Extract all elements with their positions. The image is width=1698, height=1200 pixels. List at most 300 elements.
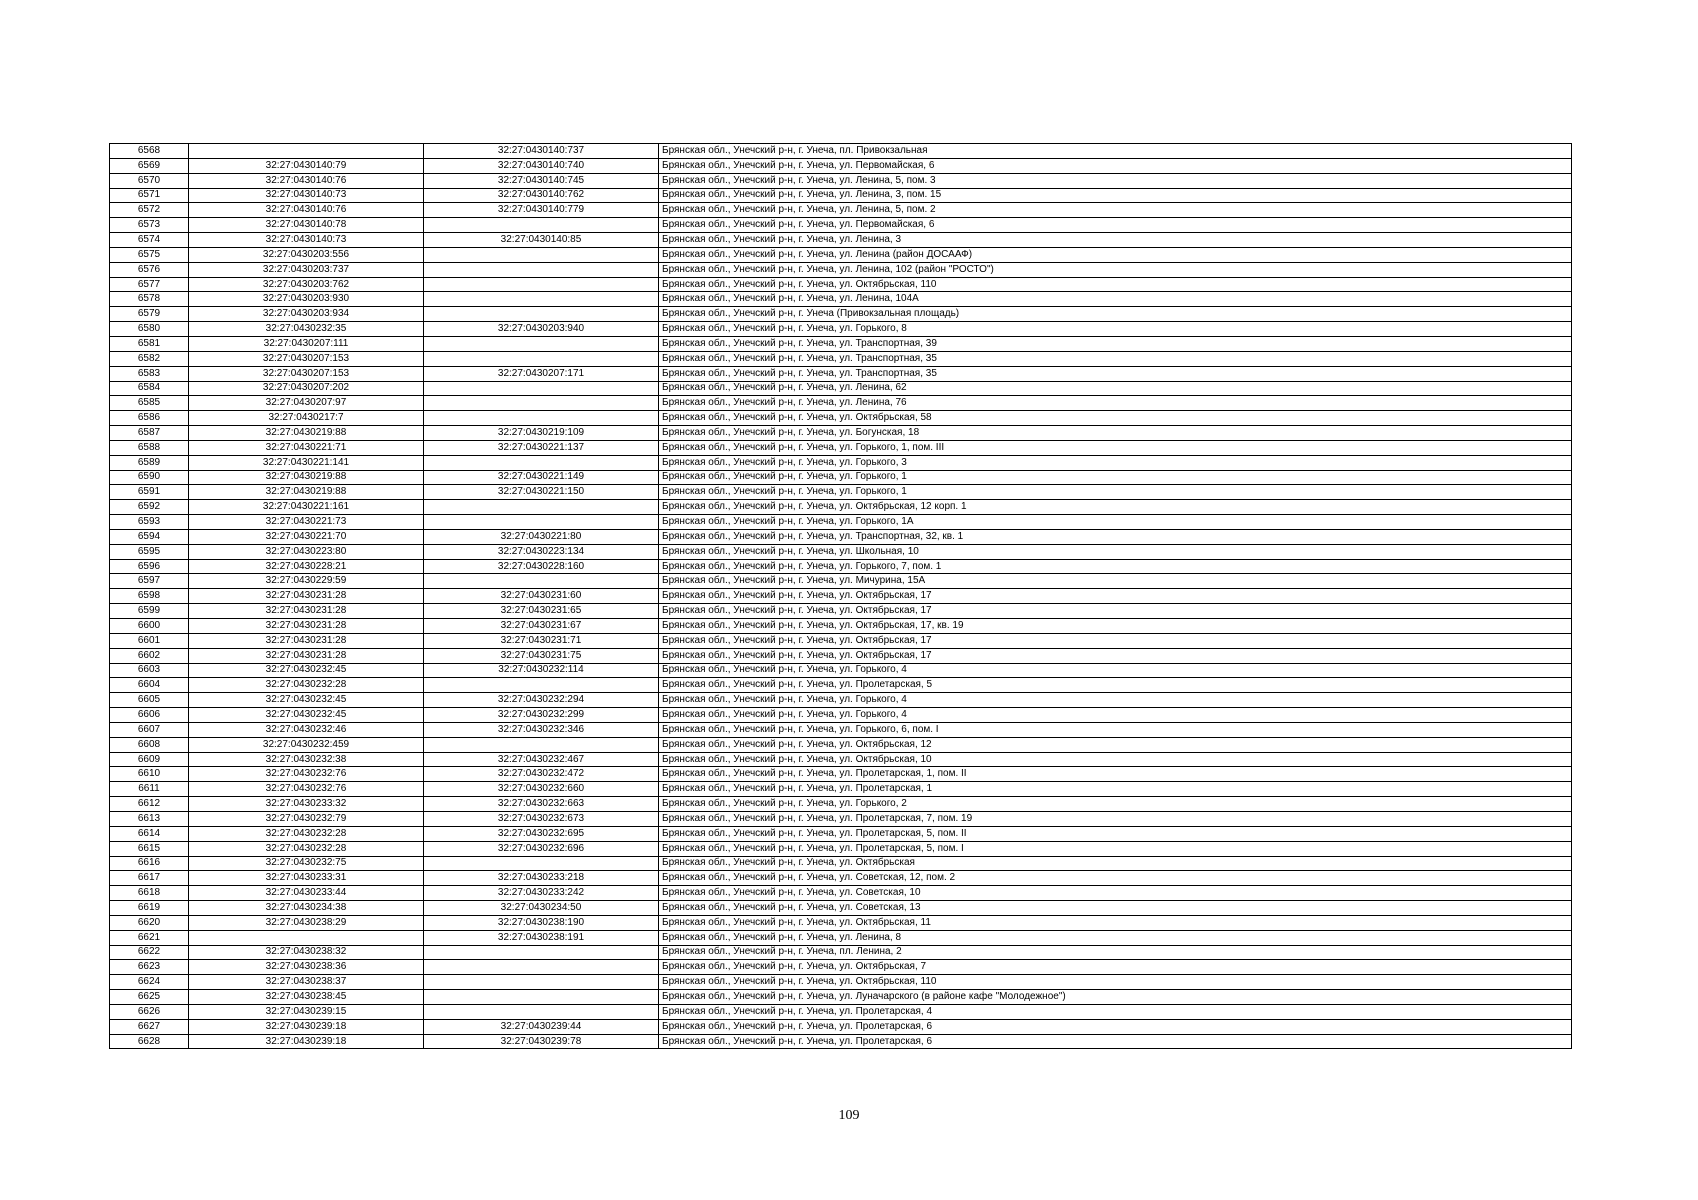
table-row	[110, 930, 1572, 945]
parent-cadastral-number-cell: 32:27:0430228:21	[189, 559, 424, 574]
table-row	[110, 188, 1572, 203]
address-cell: Брянская обл., Унечский р-н, г. Унеча, ул. Мичурина, 15А	[659, 574, 1572, 589]
parent-cadastral-number-cell: 32:27:0430223:80	[189, 544, 424, 559]
address-cell: Брянская обл., Унечский р-н, г. Унеча, ул. Транспортная, 32, кв. 1	[659, 529, 1572, 544]
row-number-cell: 6583	[110, 366, 189, 381]
cadastral-number-cell: 32:27:0430231:67	[424, 619, 659, 634]
row-number-cell: 6612	[110, 797, 189, 812]
parent-cadastral-number-cell: 32:27:0430239:18	[189, 1034, 424, 1049]
parent-cadastral-number-cell: 32:27:0430233:31	[189, 871, 424, 886]
cadastral-number-cell: 32:27:0430234:50	[424, 901, 659, 916]
cadastral-number-cell: 32:27:0430140:737	[424, 144, 659, 159]
table-row	[110, 1019, 1572, 1034]
cadastral-number-cell: 32:27:0430223:134	[424, 544, 659, 559]
table-row	[110, 366, 1572, 381]
row-number-cell: 6615	[110, 841, 189, 856]
address-cell: Брянская обл., Унечский р-н, г. Унеча, ул. Пролетарская, 4	[659, 1004, 1572, 1019]
parent-cadastral-number-cell: 32:27:0430140:73	[189, 188, 424, 203]
parent-cadastral-number-cell: 32:27:0430232:28	[189, 826, 424, 841]
table-row	[110, 708, 1572, 723]
table-row	[110, 203, 1572, 218]
address-cell: Брянская обл., Унечский р-н, г. Унеча, ул. Горького, 8	[659, 322, 1572, 337]
address-cell: Брянская обл., Унечский р-н, г. Унеча, пл. Привокзальная	[659, 144, 1572, 159]
cadastral-number-cell	[424, 292, 659, 307]
cadastral-number-cell: 32:27:0430232:346	[424, 722, 659, 737]
address-cell: Брянская обл., Унечский р-н, г. Унеча, ул. Горького, 4	[659, 708, 1572, 723]
cadastral-number-cell: 32:27:0430140:745	[424, 173, 659, 188]
table-row	[110, 722, 1572, 737]
cadastral-number-cell: 32:27:0430232:663	[424, 797, 659, 812]
table-row	[110, 351, 1572, 366]
row-number-cell: 6578	[110, 292, 189, 307]
cadastral-number-cell	[424, 1004, 659, 1019]
address-cell: Брянская обл., Унечский р-н, г. Унеча, ул. Ленина, 102 (район "РОСТО")	[659, 262, 1572, 277]
parent-cadastral-number-cell: 32:27:0430231:28	[189, 648, 424, 663]
row-number-cell: 6593	[110, 515, 189, 530]
table-row	[110, 544, 1572, 559]
parent-cadastral-number-cell: 32:27:0430232:46	[189, 722, 424, 737]
parent-cadastral-number-cell: 32:27:0430203:762	[189, 277, 424, 292]
row-number-cell: 6590	[110, 470, 189, 485]
row-number-cell: 6586	[110, 411, 189, 426]
cadastral-number-cell	[424, 396, 659, 411]
row-number-cell: 6604	[110, 678, 189, 693]
cadastral-number-cell: 32:27:0430231:75	[424, 648, 659, 663]
row-number-cell: 6606	[110, 708, 189, 723]
table-row	[110, 455, 1572, 470]
address-cell: Брянская обл., Унечский р-н, г. Унеча, ул. Ленина, 104А	[659, 292, 1572, 307]
parent-cadastral-number-cell	[189, 144, 424, 159]
cadastral-number-cell: 32:27:0430219:109	[424, 426, 659, 441]
cadastral-number-cell	[424, 336, 659, 351]
cadastral-number-cell: 32:27:0430231:71	[424, 633, 659, 648]
parent-cadastral-number-cell: 32:27:0430239:18	[189, 1019, 424, 1034]
table-row	[110, 663, 1572, 678]
cadastral-number-cell	[424, 737, 659, 752]
parent-cadastral-number-cell: 32:27:0430207:202	[189, 381, 424, 396]
parent-cadastral-number-cell	[189, 930, 424, 945]
parent-cadastral-number-cell: 32:27:0430232:35	[189, 322, 424, 337]
cadastral-number-cell: 32:27:0430228:160	[424, 559, 659, 574]
cadastral-number-cell	[424, 515, 659, 530]
cadastral-number-cell: 32:27:0430232:696	[424, 841, 659, 856]
cadastral-number-cell	[424, 678, 659, 693]
address-cell: Брянская обл., Унечский р-н, г. Унеча, ул. Пролетарская, 1	[659, 782, 1572, 797]
cadastral-number-cell: 32:27:0430221:137	[424, 440, 659, 455]
row-number-cell: 6592	[110, 500, 189, 515]
table-row	[110, 841, 1572, 856]
cadastral-number-cell	[424, 455, 659, 470]
parent-cadastral-number-cell: 32:27:0430221:70	[189, 529, 424, 544]
table-row	[110, 648, 1572, 663]
parent-cadastral-number-cell: 32:27:0430233:32	[189, 797, 424, 812]
parent-cadastral-number-cell: 32:27:0430140:78	[189, 218, 424, 233]
parent-cadastral-number-cell: 32:27:0430232:76	[189, 782, 424, 797]
row-number-cell: 6618	[110, 886, 189, 901]
row-number-cell: 6628	[110, 1034, 189, 1049]
parent-cadastral-number-cell: 32:27:0430232:28	[189, 841, 424, 856]
cadastral-number-cell: 32:27:0430221:150	[424, 485, 659, 500]
table-row	[110, 737, 1572, 752]
address-cell: Брянская обл., Унечский р-н, г. Унеча, ул. Горького, 4	[659, 663, 1572, 678]
cadastral-number-cell: 32:27:0430239:78	[424, 1034, 659, 1049]
row-number-cell: 6572	[110, 203, 189, 218]
table-row	[110, 633, 1572, 648]
parent-cadastral-number-cell: 32:27:0430219:88	[189, 426, 424, 441]
address-cell: Брянская обл., Унечский р-н, г. Унеча, ул. Октябрьская, 12	[659, 737, 1572, 752]
table-row	[110, 485, 1572, 500]
parent-cadastral-number-cell: 32:27:0430140:73	[189, 233, 424, 248]
address-cell: Брянская обл., Унечский р-н, г. Унеча, ул. Ленина, 5, пом. 3	[659, 173, 1572, 188]
cadastral-number-cell: 32:27:0430140:85	[424, 233, 659, 248]
cadastral-number-cell	[424, 500, 659, 515]
row-number-cell: 6587	[110, 426, 189, 441]
address-cell: Брянская обл., Унечский р-н, г. Унеча, ул. Горького, 1	[659, 485, 1572, 500]
row-number-cell: 6568	[110, 144, 189, 159]
parent-cadastral-number-cell: 32:27:0430203:934	[189, 307, 424, 322]
table-row	[110, 901, 1572, 916]
table-row	[110, 336, 1572, 351]
table-row	[110, 693, 1572, 708]
table-row	[110, 307, 1572, 322]
row-number-cell: 6617	[110, 871, 189, 886]
parent-cadastral-number-cell: 32:27:0430203:737	[189, 262, 424, 277]
row-number-cell: 6577	[110, 277, 189, 292]
cadastral-number-cell: 32:27:0430207:171	[424, 366, 659, 381]
address-cell: Брянская обл., Унечский р-н, г. Унеча, ул. Октябрьская, 110	[659, 975, 1572, 990]
page-number: 109	[838, 1108, 860, 1123]
row-number-cell: 6591	[110, 485, 189, 500]
cadastral-number-cell	[424, 218, 659, 233]
table-row	[110, 797, 1572, 812]
table-row	[110, 767, 1572, 782]
parent-cadastral-number-cell: 32:27:0430232:45	[189, 693, 424, 708]
row-number-cell: 6575	[110, 247, 189, 262]
table-row	[110, 990, 1572, 1005]
parent-cadastral-number-cell: 32:27:0430232:45	[189, 708, 424, 723]
row-number-cell: 6573	[110, 218, 189, 233]
row-number-cell: 6569	[110, 158, 189, 173]
parent-cadastral-number-cell: 32:27:0430221:161	[189, 500, 424, 515]
address-cell: Брянская обл., Унечский р-н, г. Унеча, ул. Октябрьская, 110	[659, 277, 1572, 292]
row-number-cell: 6585	[110, 396, 189, 411]
address-cell: Брянская обл., Унечский р-н, г. Унеча, ул. Ленина, 8	[659, 930, 1572, 945]
row-number-cell: 6621	[110, 930, 189, 945]
table-row	[110, 262, 1572, 277]
parent-cadastral-number-cell: 32:27:0430217:7	[189, 411, 424, 426]
table-row	[110, 247, 1572, 262]
row-number-cell: 6616	[110, 856, 189, 871]
cadastral-number-cell: 32:27:0430140:779	[424, 203, 659, 218]
address-cell: Брянская обл., Унечский р-н, г. Унеча, ул. Пролетарская, 7, пом. 19	[659, 811, 1572, 826]
cadastral-number-cell	[424, 381, 659, 396]
table-row	[110, 604, 1572, 619]
cadastral-number-cell: 32:27:0430232:467	[424, 752, 659, 767]
parent-cadastral-number-cell: 32:27:0430238:37	[189, 975, 424, 990]
cadastral-number-cell: 32:27:0430233:218	[424, 871, 659, 886]
cadastral-number-cell	[424, 277, 659, 292]
parent-cadastral-number-cell: 32:27:0430140:79	[189, 158, 424, 173]
parent-cadastral-number-cell: 32:27:0430219:88	[189, 485, 424, 500]
row-number-cell: 6619	[110, 901, 189, 916]
cadastral-number-cell	[424, 990, 659, 1005]
row-number-cell: 6596	[110, 559, 189, 574]
address-cell: Брянская обл., Унечский р-н, г. Унеча, ул. Транспортная, 35	[659, 351, 1572, 366]
parent-cadastral-number-cell: 32:27:0430219:88	[189, 470, 424, 485]
row-number-cell: 6570	[110, 173, 189, 188]
cadastral-number-cell: 32:27:0430232:472	[424, 767, 659, 782]
address-cell: Брянская обл., Унечский р-н, г. Унеча (Привокзальная площадь)	[659, 307, 1572, 322]
parent-cadastral-number-cell: 32:27:0430232:79	[189, 811, 424, 826]
row-number-cell: 6608	[110, 737, 189, 752]
table-row	[110, 173, 1572, 188]
row-number-cell: 6609	[110, 752, 189, 767]
address-cell: Брянская обл., Унечский р-н, г. Унеча, ул. Первомайская, 6	[659, 158, 1572, 173]
address-cell: Брянская обл., Унечский р-н, г. Унеча, ул. Школьная, 10	[659, 544, 1572, 559]
cadastral-number-cell: 32:27:0430232:673	[424, 811, 659, 826]
parent-cadastral-number-cell: 32:27:0430231:28	[189, 589, 424, 604]
table-row	[110, 559, 1572, 574]
parent-cadastral-number-cell: 32:27:0430233:44	[189, 886, 424, 901]
row-number-cell: 6597	[110, 574, 189, 589]
table-row	[110, 144, 1572, 159]
address-cell: Брянская обл., Унечский р-н, г. Унеча, ул. Первомайская, 6	[659, 218, 1572, 233]
address-cell: Брянская обл., Унечский р-н, г. Унеча, ул. Богунская, 18	[659, 426, 1572, 441]
address-cell: Брянская обл., Унечский р-н, г. Унеча, ул. Пролетарская, 6	[659, 1034, 1572, 1049]
cadastral-number-cell	[424, 574, 659, 589]
parent-cadastral-number-cell: 32:27:0430234:38	[189, 901, 424, 916]
address-cell: Брянская обл., Унечский р-н, г. Унеча, ул. Горького, 3	[659, 455, 1572, 470]
table-row	[110, 292, 1572, 307]
address-cell: Брянская обл., Унечский р-н, г. Унеча, ул. Пролетарская, 1, пом. II	[659, 767, 1572, 782]
address-cell: Брянская обл., Унечский р-н, г. Унеча, ул. Пролетарская, 5, пом. I	[659, 841, 1572, 856]
table-row	[110, 752, 1572, 767]
table-row	[110, 811, 1572, 826]
row-number-cell: 6625	[110, 990, 189, 1005]
table-row	[110, 1034, 1572, 1049]
parent-cadastral-number-cell: 32:27:0430238:32	[189, 945, 424, 960]
table-row	[110, 440, 1572, 455]
row-number-cell: 6601	[110, 633, 189, 648]
table-row	[110, 500, 1572, 515]
address-cell: Брянская обл., Унечский р-н, г. Унеча, ул. Горького, 4	[659, 693, 1572, 708]
table-row	[110, 574, 1572, 589]
cadastral-number-cell: 32:27:0430232:299	[424, 708, 659, 723]
cadastral-number-cell	[424, 351, 659, 366]
table-row	[110, 945, 1572, 960]
row-number-cell: 6614	[110, 826, 189, 841]
parent-cadastral-number-cell: 32:27:0430232:45	[189, 663, 424, 678]
parent-cadastral-number-cell: 32:27:0430203:556	[189, 247, 424, 262]
cadastral-number-cell	[424, 975, 659, 990]
row-number-cell: 6598	[110, 589, 189, 604]
cadastral-number-cell	[424, 262, 659, 277]
cadastral-number-cell: 32:27:0430140:762	[424, 188, 659, 203]
cadastral-number-cell: 32:27:0430203:940	[424, 322, 659, 337]
table-row	[110, 871, 1572, 886]
cadastral-number-cell	[424, 411, 659, 426]
address-cell: Брянская обл., Унечский р-н, г. Унеча, ул. Транспортная, 35	[659, 366, 1572, 381]
row-number-cell: 6622	[110, 945, 189, 960]
parent-cadastral-number-cell: 32:27:0430207:153	[189, 351, 424, 366]
address-cell: Брянская обл., Унечский р-н, г. Унеча, ул. Октябрьская, 17	[659, 604, 1572, 619]
parent-cadastral-number-cell: 32:27:0430231:28	[189, 633, 424, 648]
row-number-cell: 6595	[110, 544, 189, 559]
row-number-cell: 6624	[110, 975, 189, 990]
cadastral-number-cell	[424, 945, 659, 960]
address-cell: Брянская обл., Унечский р-н, г. Унеча, ул. Горького, 7, пом. 1	[659, 559, 1572, 574]
row-number-cell: 6607	[110, 722, 189, 737]
row-number-cell: 6582	[110, 351, 189, 366]
table-row	[110, 975, 1572, 990]
cadastral-number-cell	[424, 247, 659, 262]
row-number-cell: 6611	[110, 782, 189, 797]
row-number-cell: 6620	[110, 915, 189, 930]
row-number-cell: 6613	[110, 811, 189, 826]
parent-cadastral-number-cell: 32:27:0430238:45	[189, 990, 424, 1005]
table-row	[110, 515, 1572, 530]
cadastral-number-cell: 32:27:0430231:65	[424, 604, 659, 619]
address-cell: Брянская обл., Унечский р-н, г. Унеча, пл. Ленина, 2	[659, 945, 1572, 960]
table-row	[110, 826, 1572, 841]
table-row	[110, 426, 1572, 441]
parent-cadastral-number-cell: 32:27:0430239:15	[189, 1004, 424, 1019]
table-row	[110, 782, 1572, 797]
address-cell: Брянская обл., Унечский р-н, г. Унеча, ул. Пролетарская, 5, пом. II	[659, 826, 1572, 841]
table-row	[110, 218, 1572, 233]
table-row	[110, 960, 1572, 975]
parent-cadastral-number-cell: 32:27:0430238:29	[189, 915, 424, 930]
parent-cadastral-number-cell: 32:27:0430232:459	[189, 737, 424, 752]
parent-cadastral-number-cell: 32:27:0430232:38	[189, 752, 424, 767]
address-cell: Брянская обл., Унечский р-н, г. Унеча, ул. Октябрьская, 12 корп. 1	[659, 500, 1572, 515]
address-cell: Брянская обл., Унечский р-н, г. Унеча, ул. Октябрьская, 17	[659, 633, 1572, 648]
table-row	[110, 470, 1572, 485]
table-row	[110, 1004, 1572, 1019]
table-row	[110, 915, 1572, 930]
table-row	[110, 396, 1572, 411]
cadastral-number-cell: 32:27:0430238:191	[424, 930, 659, 945]
address-cell: Брянская обл., Унечский р-н, г. Унеча, ул. Советская, 10	[659, 886, 1572, 901]
address-cell: Брянская обл., Унечский р-н, г. Унеча, ул. Октябрьская, 17	[659, 648, 1572, 663]
row-number-cell: 6600	[110, 619, 189, 634]
address-cell: Брянская обл., Унечский р-н, г. Унеча, ул. Пролетарская, 5	[659, 678, 1572, 693]
row-number-cell: 6589	[110, 455, 189, 470]
cadastral-number-cell: 32:27:0430221:149	[424, 470, 659, 485]
table-row	[110, 381, 1572, 396]
address-cell: Брянская обл., Унечский р-н, г. Унеча, ул. Ленина, 5, пом. 2	[659, 203, 1572, 218]
table-row	[110, 856, 1572, 871]
parent-cadastral-number-cell: 32:27:0430238:36	[189, 960, 424, 975]
address-cell: Брянская обл., Унечский р-н, г. Унеча, ул. Горького, 1	[659, 470, 1572, 485]
parent-cadastral-number-cell: 32:27:0430232:75	[189, 856, 424, 871]
row-number-cell: 6588	[110, 440, 189, 455]
parent-cadastral-number-cell: 32:27:0430221:141	[189, 455, 424, 470]
registry-table-body	[110, 144, 1572, 1049]
parent-cadastral-number-cell: 32:27:0430231:28	[189, 619, 424, 634]
table-row	[110, 322, 1572, 337]
parent-cadastral-number-cell: 32:27:0430229:59	[189, 574, 424, 589]
parent-cadastral-number-cell: 32:27:0430221:73	[189, 515, 424, 530]
row-number-cell: 6576	[110, 262, 189, 277]
cadastral-number-cell: 32:27:0430232:114	[424, 663, 659, 678]
cadastral-number-cell	[424, 307, 659, 322]
cadastral-number-cell	[424, 856, 659, 871]
address-cell: Брянская обл., Унечский р-н, г. Унеча, ул. Горького, 2	[659, 797, 1572, 812]
row-number-cell: 6579	[110, 307, 189, 322]
table-row	[110, 619, 1572, 634]
address-cell: Брянская обл., Унечский р-н, г. Унеча, ул. Октябрьская, 17, кв. 19	[659, 619, 1572, 634]
parent-cadastral-number-cell: 32:27:0430221:71	[189, 440, 424, 455]
cadastral-number-cell: 32:27:0430221:80	[424, 529, 659, 544]
parent-cadastral-number-cell: 32:27:0430232:28	[189, 678, 424, 693]
address-cell: Брянская обл., Унечский р-н, г. Унеча, ул. Ленина (район ДОСААФ)	[659, 247, 1572, 262]
table-row	[110, 233, 1572, 248]
row-number-cell: 6603	[110, 663, 189, 678]
parent-cadastral-number-cell: 32:27:0430232:76	[189, 767, 424, 782]
address-cell: Брянская обл., Унечский р-н, г. Унеча, ул. Октябрьская, 58	[659, 411, 1572, 426]
table-row	[110, 678, 1572, 693]
cadastral-number-cell	[424, 960, 659, 975]
table-row	[110, 529, 1572, 544]
registry-table	[109, 143, 1572, 1049]
table-row	[110, 589, 1572, 604]
address-cell: Брянская обл., Унечский р-н, г. Унеча, ул. Горького, 1А	[659, 515, 1572, 530]
table-row	[110, 411, 1572, 426]
table-row	[110, 886, 1572, 901]
address-cell: Брянская обл., Унечский р-н, г. Унеча, ул. Ленина, 3, пом. 15	[659, 188, 1572, 203]
row-number-cell: 6581	[110, 336, 189, 351]
cadastral-number-cell: 32:27:0430233:242	[424, 886, 659, 901]
row-number-cell: 6602	[110, 648, 189, 663]
table-row	[110, 277, 1572, 292]
row-number-cell: 6580	[110, 322, 189, 337]
address-cell: Брянская обл., Унечский р-н, г. Унеча, ул. Луначарского (в районе кафе "Молодежное")	[659, 990, 1572, 1005]
parent-cadastral-number-cell: 32:27:0430203:930	[189, 292, 424, 307]
address-cell: Брянская обл., Унечский р-н, г. Унеча, ул. Октябрьская, 17	[659, 589, 1572, 604]
cadastral-number-cell: 32:27:0430231:60	[424, 589, 659, 604]
address-cell: Брянская обл., Унечский р-н, г. Унеча, ул. Ленина, 3	[659, 233, 1572, 248]
row-number-cell: 6584	[110, 381, 189, 396]
parent-cadastral-number-cell: 32:27:0430207:111	[189, 336, 424, 351]
row-number-cell: 6599	[110, 604, 189, 619]
parent-cadastral-number-cell: 32:27:0430207:153	[189, 366, 424, 381]
address-cell: Брянская обл., Унечский р-н, г. Унеча, ул. Горького, 1, пом. III	[659, 440, 1572, 455]
address-cell: Брянская обл., Унечский р-н, г. Унеча, ул. Октябрьская, 7	[659, 960, 1572, 975]
parent-cadastral-number-cell: 32:27:0430231:28	[189, 604, 424, 619]
cadastral-number-cell: 32:27:0430238:190	[424, 915, 659, 930]
row-number-cell: 6594	[110, 529, 189, 544]
row-number-cell: 6574	[110, 233, 189, 248]
address-cell: Брянская обл., Унечский р-н, г. Унеча, ул. Октябрьская, 10	[659, 752, 1572, 767]
row-number-cell: 6626	[110, 1004, 189, 1019]
cadastral-number-cell: 32:27:0430140:740	[424, 158, 659, 173]
address-cell: Брянская обл., Унечский р-н, г. Унеча, ул. Октябрьская, 11	[659, 915, 1572, 930]
cadastral-number-cell: 32:27:0430239:44	[424, 1019, 659, 1034]
cadastral-number-cell: 32:27:0430232:695	[424, 826, 659, 841]
address-cell: Брянская обл., Унечский р-н, г. Унеча, ул. Советская, 12, пом. 2	[659, 871, 1572, 886]
cadastral-number-cell: 32:27:0430232:660	[424, 782, 659, 797]
cadastral-number-cell: 32:27:0430232:294	[424, 693, 659, 708]
parent-cadastral-number-cell: 32:27:0430207:97	[189, 396, 424, 411]
address-cell: Брянская обл., Унечский р-н, г. Унеча, ул. Транспортная, 39	[659, 336, 1572, 351]
address-cell: Брянская обл., Унечский р-н, г. Унеча, ул. Пролетарская, 6	[659, 1019, 1572, 1034]
address-cell: Брянская обл., Унечский р-н, г. Унеча, ул. Ленина, 76	[659, 396, 1572, 411]
row-number-cell: 6571	[110, 188, 189, 203]
address-cell: Брянская обл., Унечский р-н, г. Унеча, ул. Ленина, 62	[659, 381, 1572, 396]
row-number-cell: 6627	[110, 1019, 189, 1034]
row-number-cell: 6605	[110, 693, 189, 708]
